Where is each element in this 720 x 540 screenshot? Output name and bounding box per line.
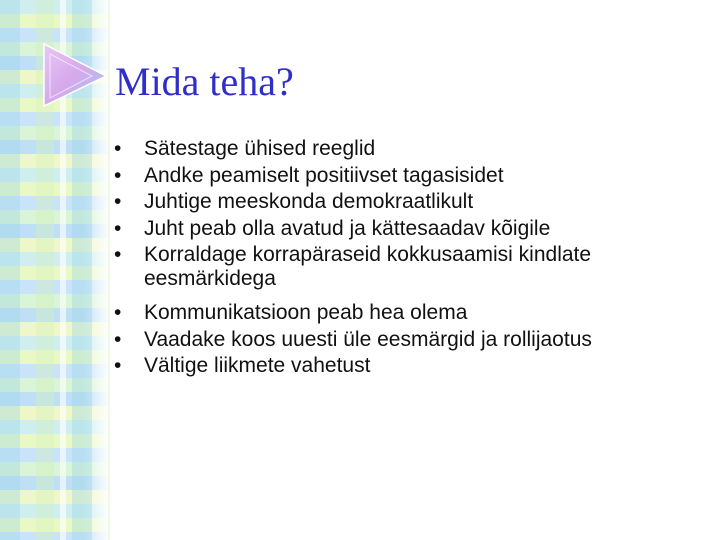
bullet-dot: • <box>114 163 122 187</box>
bullet-text: Kommunikatsioon peab hea olema <box>144 301 468 324</box>
bullet-dot: • <box>114 137 122 160</box>
bullet-item <box>112 354 712 378</box>
bullet-dot: • <box>114 327 122 351</box>
bullet-dot: • <box>114 190 122 213</box>
bullet-item <box>112 217 712 241</box>
bullet-text: Andke peamiselt positiivset tagasisidet <box>144 163 504 187</box>
bullet-dot: • <box>114 216 122 240</box>
bullet-text: Juht peab olla avatud ja kättesaadav kõigile <box>144 216 551 240</box>
bullet-text: Juhtige meeskonda demokraatlikult <box>144 190 474 213</box>
bullet-item <box>112 190 712 214</box>
bullet-text: Sätestage ühised reeglid <box>144 137 376 160</box>
bullet-item <box>112 328 712 352</box>
bullet-text: Korraldage korrapäraseid kokkusaamisi kindlate eesmärkidega <box>144 243 592 290</box>
bullet-item <box>112 243 712 291</box>
bullet-list <box>112 137 712 381</box>
bullet-dot: • <box>114 301 122 324</box>
bullet-item <box>112 301 712 325</box>
bullet-text: Vaadake koos uuesti üle eesmärgid ja rollijaotus <box>144 327 592 351</box>
bullet-dot: • <box>114 243 122 266</box>
bullet-item <box>112 164 712 188</box>
slide-title: Mida teha? <box>115 59 294 104</box>
bullet-text: Vältige liikmete vahetust <box>144 354 371 377</box>
bullet-item <box>112 137 712 161</box>
bullet-dot: • <box>114 354 122 377</box>
